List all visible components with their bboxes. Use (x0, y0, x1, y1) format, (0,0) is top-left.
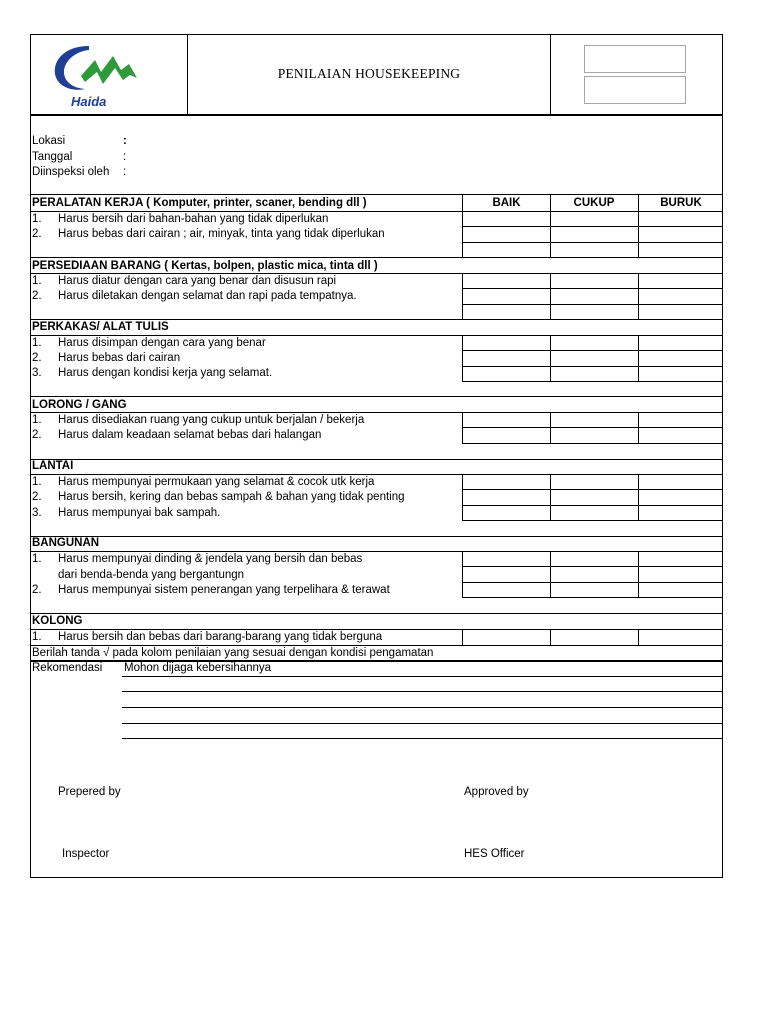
item-text: Harus bersih, kering dan bebas sampah & bahan yang tidak penting (58, 491, 405, 503)
section-divider (31, 396, 723, 397)
item-text: Harus dalam keadaan selamat bebas dari halangan (58, 429, 322, 441)
section-divider (31, 319, 723, 320)
recommendation-label: Rekomendasi (32, 662, 103, 674)
rating-row-line (462, 381, 723, 382)
section-divider (31, 335, 723, 336)
section-title: PERSEDIAAN BARANG ( Kertas, bolpen, plastic mica, tinta dll ) (32, 260, 378, 272)
section-title: BANGUNAN (32, 537, 100, 549)
item-num: 1. (32, 414, 42, 426)
lokasi-label: Lokasi (32, 135, 66, 147)
rating-row-line (462, 242, 723, 243)
col-divider (550, 273, 551, 319)
prepared-by-label: Prepered by (58, 786, 121, 798)
col-divider (550, 551, 551, 598)
rating-row-line (462, 566, 723, 567)
instruction-divider (31, 660, 723, 662)
rating-row-line (462, 366, 723, 367)
item-text: Harus mempunyai sistem penerangan yang terpelihara & terawat (58, 584, 390, 596)
col-divider (462, 194, 463, 211)
section-divider (31, 551, 723, 552)
item-text: Harus dengan kondisi kerja yang selamat. (58, 367, 273, 379)
section-divider (31, 536, 723, 537)
section-title: KOLONG (32, 615, 83, 627)
col-buruk: BURUK (660, 197, 702, 209)
item-text: Harus bebas dari cairan (58, 352, 181, 364)
col-divider (638, 629, 639, 645)
inspector-label: Inspector (62, 848, 110, 860)
col-divider (462, 335, 463, 381)
col-divider (638, 211, 639, 257)
rating-row-line (462, 443, 723, 444)
col-divider (638, 551, 639, 598)
col-divider (638, 412, 639, 444)
recommendation-line (122, 691, 723, 692)
item-num: 2. (32, 429, 42, 441)
item-text: Harus bersih dari bahan-bahan yang tidak diperlukan (58, 213, 329, 225)
section-title: PERALATAN KERJA ( Komputer, printer, scaner, bending dll ) (32, 197, 367, 209)
housekeeping-form (30, 34, 723, 878)
rating-row-line (462, 597, 723, 598)
item-text: Harus bersih dan bebas dari barang-barang yang tidak berguna (58, 631, 383, 643)
tanggal-label: Tanggal (32, 151, 73, 163)
col-divider (638, 194, 639, 211)
item-num: 1. (32, 337, 42, 349)
item-num: 2. (32, 352, 42, 364)
item-num: 3. (32, 367, 42, 379)
rating-row-line (462, 520, 723, 521)
item-num: 1. (32, 553, 42, 565)
col-divider (462, 629, 463, 645)
col-divider (462, 551, 463, 598)
section-title: LORONG / GANG (32, 399, 127, 411)
approved-by-label: Approved by (464, 786, 529, 798)
item-text: Harus diletakan dengan selamat dan rapi pada tempatnya. (58, 290, 357, 302)
section-divider (31, 474, 723, 475)
item-num: 1. (32, 476, 42, 488)
col-divider (462, 412, 463, 444)
item-text: dari benda-benda yang bergantungn (58, 569, 245, 581)
col-divider (550, 335, 551, 381)
item-text: Harus mempunyai bak sampah. (58, 507, 221, 519)
item-num: 1. (32, 213, 42, 225)
section-divider (31, 211, 723, 212)
col-divider (638, 474, 639, 521)
item-num: 2. (32, 228, 42, 240)
instruction-text: Berilah tanda √ pada kolom penilaian yang sesuai dengan kondisi pengamatan (32, 647, 434, 659)
item-num: 1. (32, 275, 42, 287)
rating-row-line (462, 582, 723, 583)
tanggal-colon: : (123, 151, 127, 163)
rating-row-line (462, 288, 723, 289)
section-divider (31, 459, 723, 460)
item-text: Harus diatur dengan cara yang benar dan disusun rapi (58, 275, 337, 287)
lokasi-colon: : (123, 135, 127, 147)
rating-row-line (462, 304, 723, 305)
item-text: Harus disimpan dengan cara yang benar (58, 337, 266, 349)
rating-row-line (462, 505, 723, 506)
col-divider (550, 211, 551, 257)
section-divider (31, 194, 723, 195)
item-num: 2. (32, 584, 42, 596)
item-text: Harus bebas dari cairan ; air, minyak, tinta yang tidak diperlukan (58, 228, 385, 240)
diinspeksi-colon: : (123, 166, 127, 178)
item-text: Harus mempunyai permukaan yang selamat & cocok utk kerja (58, 476, 375, 488)
col-divider (462, 474, 463, 521)
diinspeksi-label: Diinspeksi oleh (32, 166, 110, 178)
recommendation-line (122, 676, 723, 677)
hes-officer-label: HES Officer (464, 848, 525, 860)
section-divider (31, 629, 723, 630)
recommendation-line (122, 723, 723, 724)
col-divider (638, 335, 639, 381)
section-divider (31, 645, 723, 646)
item-num: 2. (32, 491, 42, 503)
rating-row-line (462, 350, 723, 351)
item-text: Harus mempunyai dinding & jendela yang bersih dan bebas (58, 553, 363, 565)
item-num: 2. (32, 290, 42, 302)
revision-box[interactable] (584, 76, 686, 104)
col-baik: BAIK (492, 197, 521, 209)
recommendation-line (122, 707, 723, 708)
col-cukup: CUKUP (573, 197, 615, 209)
item-num: 1. (32, 631, 42, 643)
col-divider (550, 629, 551, 645)
recommendation-line (122, 738, 723, 739)
item-text: Harus disediakan ruang yang cukup untuk berjalan / bekerja (58, 414, 365, 426)
col-divider (462, 273, 463, 319)
section-title: PERKAKAS/ ALAT TULIS (32, 321, 169, 333)
col-divider (550, 474, 551, 521)
section-divider (31, 613, 723, 614)
col-divider (462, 211, 463, 257)
col-divider (550, 412, 551, 444)
section-title: LANTAI (32, 460, 74, 472)
item-num: 3. (32, 507, 42, 519)
svg-text:Haida: Haida (71, 94, 107, 109)
col-divider (550, 194, 551, 211)
rating-row-line (462, 427, 723, 428)
rating-row-line (462, 226, 723, 227)
doc-number-box[interactable] (584, 45, 686, 73)
section-divider (31, 257, 723, 258)
section-divider (31, 412, 723, 413)
haida-logo (51, 42, 161, 115)
form-title: PENILAIAN HOUSEKEEPING (277, 66, 461, 81)
rating-row-line (462, 489, 723, 490)
col-divider (638, 273, 639, 319)
section-divider (31, 273, 723, 274)
recommendation-text[interactable]: Mohon dijaga kebersihannya (124, 662, 272, 674)
